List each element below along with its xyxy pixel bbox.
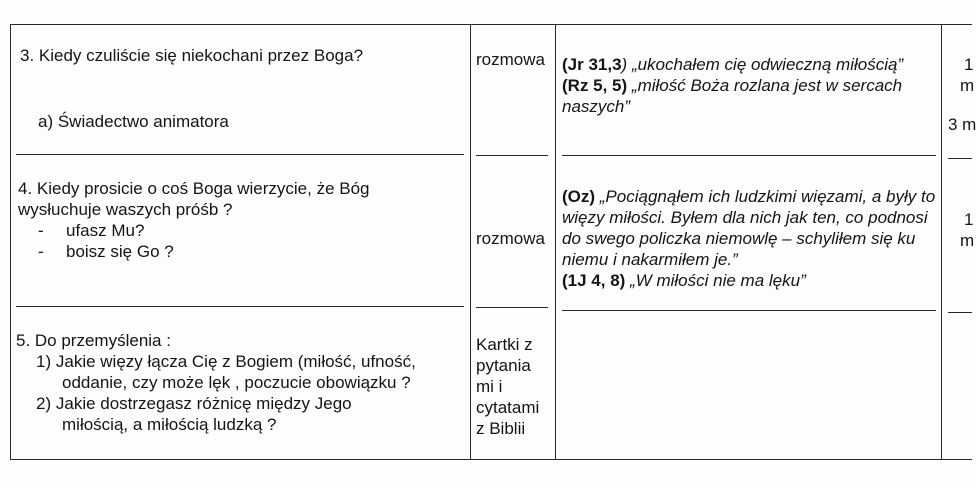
row3-question-line: 5. Do przemyślenia : — [16, 331, 171, 350]
row3-form-line: cytatami — [476, 398, 540, 417]
row3-item — [16, 351, 466, 372]
row2-question — [18, 178, 468, 262]
quote-paren: ) — [621, 55, 628, 74]
row1-question — [20, 45, 470, 66]
row1-col4-line: 3 m — [948, 115, 976, 134]
row3-form-line: pytania — [476, 356, 531, 375]
row-separator-1c — [562, 155, 936, 156]
row1-quotes — [562, 54, 942, 117]
row1-col4 — [948, 54, 976, 135]
row3-item — [16, 393, 466, 414]
row2-col4-line: m — [960, 231, 975, 250]
row3-item-line: oddanie, czy może lęk , poczucie obowiązku ? — [62, 373, 411, 392]
row2-bullet-text: ufasz Mu? — [66, 221, 145, 240]
row3-item-line: Jakie dostrzegasz różnicę między Jego — [55, 394, 352, 413]
row3-form-line: z Biblii — [476, 419, 526, 438]
row3-form-line: Kartki z — [476, 335, 533, 354]
row-separator-1d — [948, 158, 972, 159]
row2-bullet-text: boisz się Go ? — [66, 242, 174, 261]
row3-item-line: miłością, a miłością ludzką ? — [62, 415, 277, 434]
row1-col4-line: m — [960, 76, 975, 95]
quote-ref: (1J 4, 8) — [562, 271, 626, 290]
row3-form-line: mi i — [476, 377, 503, 396]
row1-question-line: 3. Kiedy czuliście się niekochani przez Boga? — [20, 46, 364, 65]
row2-col4 — [948, 209, 975, 251]
row1-sub-text: a) Świadectwo animatora — [38, 112, 229, 131]
row-separator-2a — [16, 306, 464, 307]
row2-question-line: 4. Kiedy prosicie o coś Boga wierzycie, że Bóg — [18, 179, 370, 198]
row2-quote-2 — [562, 270, 942, 291]
row2-col4-line: 1 — [964, 210, 974, 229]
quote-text: „W miłości nie ma lęku” — [625, 271, 806, 290]
quote-ref: (Jr 31,3 — [562, 55, 622, 74]
row3-item-num: 2) — [36, 394, 52, 413]
row1-col4-line: 1 — [964, 55, 974, 74]
row-separator-2b — [476, 307, 548, 308]
quote-ref: (Rz 5, 5) — [562, 76, 628, 95]
row-separator-1a — [16, 154, 464, 155]
row-separator-2c — [562, 310, 936, 311]
quote-ref: (Oz) — [562, 187, 596, 206]
table-left-border — [10, 24, 11, 460]
table-top-border — [10, 24, 972, 25]
column-divider-2 — [555, 24, 556, 460]
column-divider-1 — [470, 24, 471, 460]
row2-bullet: - ufasz Mu? — [38, 221, 145, 240]
row3-question — [16, 330, 466, 435]
row1-form: rozmowa — [476, 50, 545, 69]
row2-question-line: wysłuchuje waszych próśb ? — [18, 200, 233, 219]
row3-item-num: 1) — [36, 352, 52, 371]
row2-form: rozmowa — [476, 229, 545, 248]
quote-text: „Pociągnąłem ich ludzkimi więzami, a były to więzy miłości. Byłem dla nich jak ten, co podnosi do swego policzka niemowlę – schyliłem się ku niemu i nakarmiłem je.” — [562, 187, 936, 269]
quote-text: „ukochałem cię odwieczną miłością” — [627, 55, 904, 74]
row2-quote-1 — [562, 186, 942, 270]
row3-item-line: Jakie więzy łącza Cię z Bogiem (miłość, ufność, — [55, 352, 416, 371]
table-bottom-border — [10, 459, 972, 460]
row1-sub — [20, 111, 488, 132]
row1-quote-2 — [562, 75, 942, 117]
row1-quote-1 — [562, 54, 942, 75]
row2-bullet: - boisz się Go ? — [38, 242, 174, 261]
row3-form — [476, 334, 554, 439]
quote-text: „miłość Boża rozlana jest w sercach naszych” — [562, 76, 903, 116]
row-separator-2d — [948, 312, 972, 313]
row2-quotes — [562, 186, 942, 291]
row-separator-1b — [476, 155, 548, 156]
